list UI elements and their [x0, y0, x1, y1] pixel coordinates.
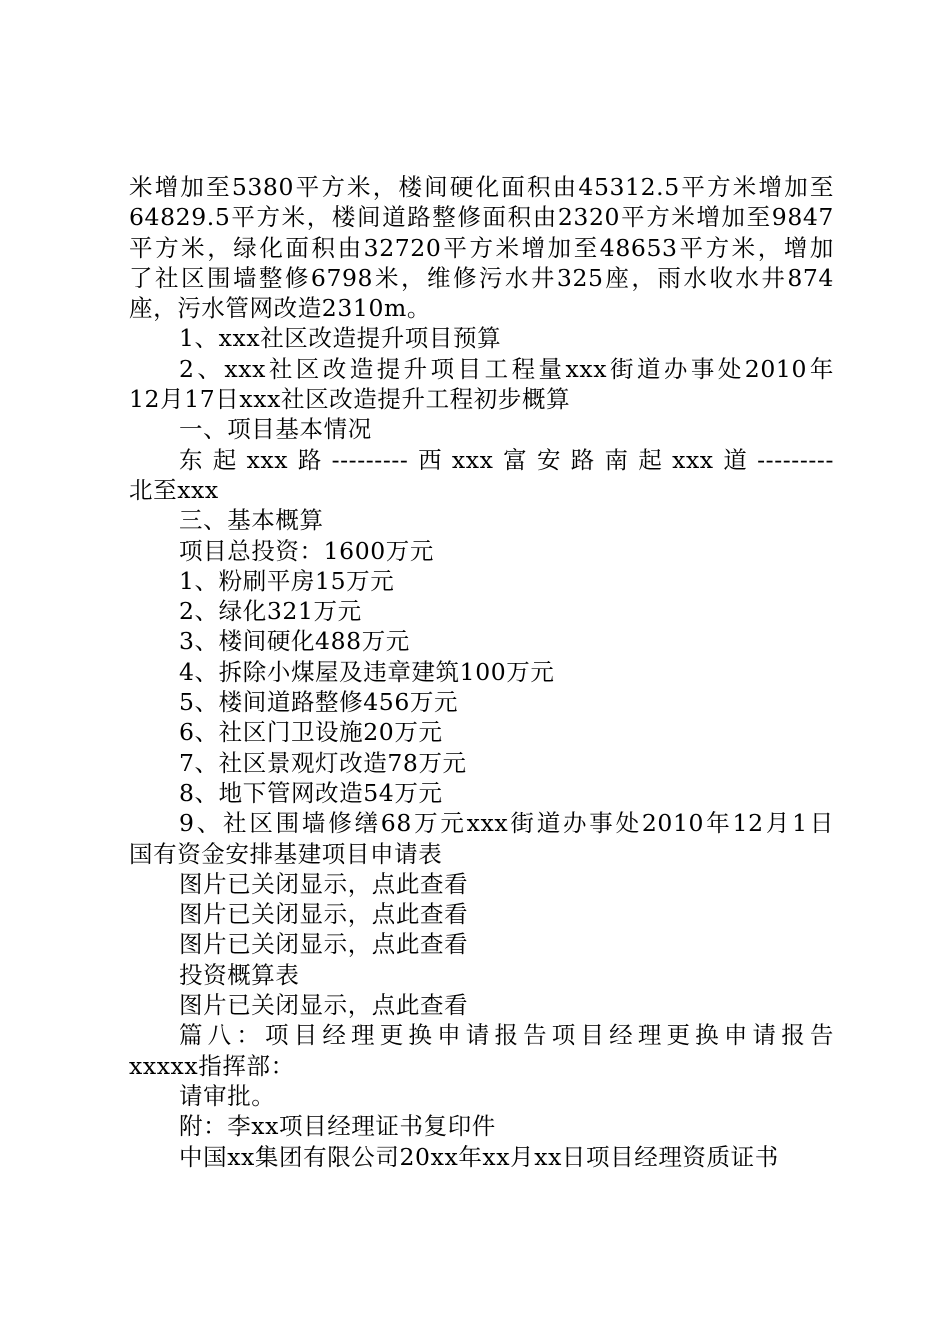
budget-item	[129, 596, 834, 626]
image-placeholder-link[interactable]	[129, 869, 834, 899]
text-line: 篇八：项目经理更换申请报告项目经理更换申请报告	[179, 1021, 834, 1050]
paragraph-approval	[129, 1081, 834, 1111]
text-line: 请审批。	[179, 1081, 276, 1110]
paragraph-area-stats	[129, 172, 834, 323]
heading-basic-estimate	[129, 505, 834, 535]
image-placeholder-link[interactable]	[129, 990, 834, 1020]
heading-basic-info	[129, 414, 834, 444]
text-line: 座，污水管网改造2310m。	[129, 294, 431, 323]
text-line: 2、绿化321万元	[179, 597, 362, 626]
text-line: 投资概算表	[179, 960, 300, 989]
paragraph-workload	[129, 354, 834, 415]
text-line: 7、社区景观灯改造78万元	[179, 748, 467, 777]
text-line: 1、粉刷平房15万元	[179, 566, 395, 595]
budget-item-last	[129, 808, 834, 869]
text-line: 1、xxx社区改造提升项目预算	[179, 324, 502, 353]
text-line: 9、社区围墙修缮68万元xxx街道办事处2010年12月1日	[179, 809, 834, 838]
budget-item	[129, 687, 834, 717]
text-line[interactable]: 图片已关闭显示，点此查看	[179, 930, 469, 959]
text-line: 米增加至5380平方米，楼间硬化面积由45312.5平方米增加至	[129, 173, 834, 201]
budget-item	[129, 748, 834, 778]
text-line: 一、项目基本情况	[179, 415, 372, 444]
text-line: 中国xx集团有限公司20xx年xx月xx日项目经理资质证书	[179, 1142, 779, 1171]
text-line: 国有资金安排基建项目申请表	[129, 839, 443, 868]
text-line: 64829.5平方米，楼间道路整修面积由2320平方米增加至9847	[129, 203, 834, 232]
text-line: 东起xxx路---------西xxx富安路南起xxx道---------	[179, 445, 834, 474]
budget-item	[129, 626, 834, 656]
text-line: 附：李xx项目经理证书复印件	[179, 1112, 496, 1141]
text-line: 平方米，绿化面积由32720平方米增加至48653平方米，增加	[129, 233, 834, 262]
text-line: 项目总投资：1600万元	[179, 536, 435, 565]
budget-item	[129, 717, 834, 747]
text-line: 3、楼间硬化488万元	[179, 627, 410, 656]
paragraph-attachment	[129, 1111, 834, 1141]
text-line: 4、拆除小煤屋及违章建筑100万元	[179, 657, 555, 686]
text-line: 三、基本概算	[179, 506, 324, 535]
document-body	[129, 172, 834, 1172]
budget-item	[129, 778, 834, 808]
text-line[interactable]: 图片已关闭显示，点此查看	[179, 991, 469, 1020]
image-placeholder-link[interactable]	[129, 929, 834, 959]
budget-item	[129, 657, 834, 687]
text-line: 6、社区门卫设施20万元	[179, 718, 443, 747]
text-line[interactable]: 图片已关闭显示，点此查看	[179, 900, 469, 929]
heading-investment-table	[129, 960, 834, 990]
text-line: 了社区围墙整修6798米，维修污水井325座，雨水收水井874	[129, 263, 834, 292]
text-line: 2、xxx社区改造提升项目工程量xxx街道办事处2010年	[179, 354, 834, 383]
paragraph-budget-title	[129, 323, 834, 353]
budget-item	[129, 566, 834, 596]
text-line: 8、地下管网改造54万元	[179, 778, 443, 807]
text-line: 北至xxx	[129, 475, 219, 504]
text-line: 5、楼间道路整修456万元	[179, 688, 459, 717]
text-line[interactable]: 图片已关闭显示，点此查看	[179, 869, 469, 898]
text-line: 12月17日xxx社区改造提升工程初步概算	[129, 385, 571, 414]
text-line: xxxxx指挥部：	[129, 1051, 295, 1080]
paragraph-boundaries	[129, 445, 834, 506]
image-placeholder-link[interactable]	[129, 899, 834, 929]
paragraph-signature	[129, 1142, 834, 1172]
total-investment	[129, 536, 834, 566]
paragraph-chapter-eight	[129, 1020, 834, 1081]
